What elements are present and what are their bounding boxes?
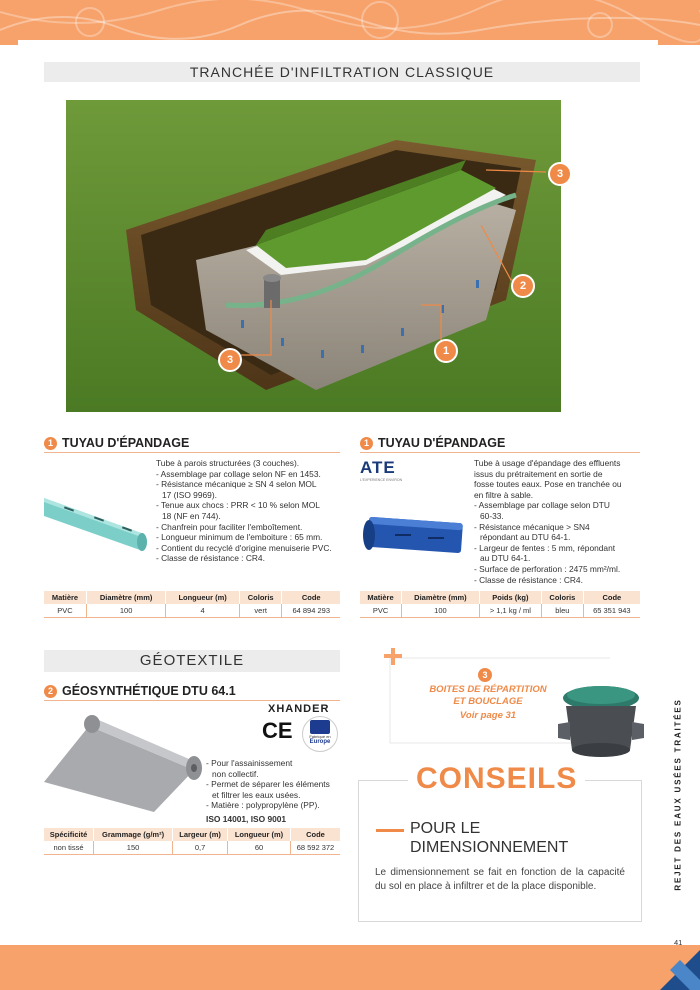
desc-line: en filtre à sable. — [474, 489, 534, 500]
spec-table-left — [44, 591, 340, 618]
table-header: Code — [282, 591, 340, 604]
table-row — [44, 604, 340, 618]
sidebar-label-text: REJET DES EAUX USÉES TRAITÉES — [673, 698, 683, 891]
desc-line: 17 (ISO 9969). — [162, 489, 217, 500]
table-header: Spécificité — [44, 828, 94, 841]
table-cell: bleu — [542, 604, 584, 618]
desc-line: Tube à usage d'épandage des effluents — [474, 458, 621, 468]
desc-line: - Assemblage par collage selon NF en 1453. — [156, 468, 321, 479]
table-header: Largeur (m) — [173, 828, 228, 841]
trench-illustration — [66, 100, 561, 412]
desc-line: - Largeur de fentes : 5 mm, répondant — [474, 542, 616, 553]
table-row — [360, 604, 640, 618]
desc-line: et filtrer les eaux usées. — [212, 789, 301, 800]
wave-pattern — [0, 0, 700, 45]
table-row — [44, 841, 340, 855]
table-header: Longueur (m) — [228, 828, 291, 841]
boites-callout — [418, 684, 558, 722]
title-underline — [44, 700, 340, 701]
boites-line: BOITES DE RÉPARTITION — [429, 684, 547, 695]
title-underline — [44, 452, 340, 453]
table-header: Grammage (g/m²) — [94, 828, 173, 841]
conseils-subtitle-line1: POUR LE — [410, 820, 481, 837]
table-cell: PVC — [360, 604, 402, 618]
geotextile-description — [206, 758, 330, 825]
table-header: Poids (kg) — [479, 591, 541, 604]
desc-line: - Résistance mécanique ≥ SN 4 selon MOL — [156, 479, 317, 490]
table-header: Diamètre (mm) — [402, 591, 480, 604]
callout-2: 2 — [511, 274, 535, 298]
desc-line: non collectif. — [212, 768, 259, 779]
number-badge: 2 — [44, 685, 57, 698]
desc-line: - Matière : polypropylène (PP). — [206, 800, 320, 811]
product-title-text: TUYAU D'ÉPANDAGE — [378, 436, 506, 450]
conseils-subtitle — [410, 819, 568, 857]
table-cell: non tissé — [44, 841, 94, 855]
boites-number-badge: 3 — [478, 668, 492, 682]
eu-flag-icon — [310, 720, 330, 734]
desc-line: - Longueur minimum de l'emboiture : 65 mm. — [156, 532, 323, 543]
callout-1: 1 — [434, 339, 458, 363]
iso-certifications: ISO 14001, ISO 9001 — [206, 813, 287, 824]
desc-line: au DTU 64-1. — [480, 553, 531, 564]
desc-line: - Pour l'assainissement — [206, 758, 293, 768]
boites-page-link[interactable]: Voir page 31 — [459, 710, 517, 721]
spec-table-right — [360, 591, 640, 618]
table-cell: 64 894 293 — [282, 604, 340, 618]
desc-line: - Contient du recyclé d'origine menuiserie PVC. — [156, 542, 332, 553]
title-underline — [360, 452, 640, 453]
desc-line: Tube à parois structurées (3 couches). — [156, 458, 300, 468]
product-description-left — [156, 458, 332, 564]
spec-table-geotextile — [44, 828, 340, 855]
desc-line: 60-33. — [480, 510, 504, 521]
page-title: TRANCHÉE D'INFILTRATION CLASSIQUE — [44, 62, 640, 82]
corner-decoration — [650, 950, 700, 990]
distribution-box-image — [558, 684, 644, 760]
table-cell: 0,7 — [173, 841, 228, 855]
europe-badge-line2: Europe — [309, 739, 331, 745]
sidebar-section-label — [668, 690, 688, 920]
boites-line: ET BOUCLAGE — [453, 696, 523, 707]
product-title-text: GÉOSYNTHÉTIQUE DTU 64.1 — [62, 684, 236, 698]
table-header: Coloris — [542, 591, 584, 604]
desc-line: fosse toutes eaux. Pose en tranchée ou — [474, 479, 622, 490]
desc-line: - Résistance mécanique > SN4 — [474, 521, 590, 532]
table-cell: 4 — [166, 604, 240, 618]
geotextile-roll-image — [44, 712, 204, 816]
page-number: 41 — [674, 938, 683, 947]
top-decorative-band — [0, 0, 700, 45]
table-header: Code — [583, 591, 640, 604]
conseils-title: CONSEILS — [408, 762, 585, 796]
table-cell: 100 — [86, 604, 165, 618]
table-header: Longueur (m) — [166, 591, 240, 604]
europe-badge-line1: Fabriqué en — [309, 734, 331, 739]
product-description-right — [474, 458, 622, 585]
xhander-logo: XHANDER — [268, 703, 330, 715]
desc-line: - Tenue aux chocs : PRR < 10 % selon MOL — [156, 500, 320, 511]
desc-line: issus du prétraitement en sortie de — [474, 468, 603, 479]
table-header: Matière — [360, 591, 402, 604]
desc-line: - Assemblage par collage selon DTU — [474, 500, 610, 511]
desc-line: - Classe de résistance : CR4. — [156, 553, 265, 564]
table-cell: 150 — [94, 841, 173, 855]
product-title-right — [360, 436, 505, 450]
blue-pipe-image — [360, 512, 468, 560]
table-cell: 65 351 943 — [583, 604, 640, 618]
table-header: Matière — [44, 591, 86, 604]
table-cell: vert — [239, 604, 282, 618]
table-cell: 60 — [228, 841, 291, 855]
desc-line: répondant au DTU 64-1. — [480, 532, 571, 543]
bottom-decorative-band — [0, 945, 700, 990]
callout-3-top: 3 — [548, 162, 572, 186]
callout-3-bottom: 3 — [218, 348, 242, 372]
table-header: Coloris — [239, 591, 282, 604]
product-title-text: TUYAU D'ÉPANDAGE — [62, 436, 190, 450]
ate-logo-text: ATE — [360, 458, 396, 477]
conseils-text: Le dimensionnement se fait en fonction de la capacité du sol en place à infiltrer et de la place disponible. — [375, 867, 625, 892]
green-pipe-image — [44, 488, 154, 556]
desc-line: 18 (NF en 744). — [162, 510, 221, 521]
europe-badge — [302, 716, 338, 752]
table-cell: 68 592 372 — [290, 841, 340, 855]
table-cell: 100 — [402, 604, 480, 618]
table-header: Code — [290, 828, 340, 841]
table-header: Diamètre (mm) — [86, 591, 165, 604]
conseils-subtitle-line2: DIMENSIONNEMENT — [410, 839, 569, 856]
geotextile-section-title: GÉOTEXTILE — [44, 650, 340, 672]
ate-logo — [360, 458, 410, 482]
number-badge: 1 — [44, 437, 57, 450]
product-title-left — [44, 436, 189, 450]
ate-logo-sub: L'EXPERIENCE ENVIRON — [360, 478, 403, 482]
table-cell: > 1,1 kg / ml — [479, 604, 541, 618]
geotextile-product-title — [44, 684, 236, 698]
desc-line: - Chanfrein pour faciliter l'emboîtement. — [156, 521, 303, 532]
table-cell: PVC — [44, 604, 86, 618]
desc-line: - Classe de résistance : CR4. — [474, 574, 583, 585]
accent-dash — [376, 829, 404, 832]
desc-line: - Permet de séparer les éléments — [206, 779, 330, 790]
desc-line: - Surface de perforation : 2475 mm²/ml. — [474, 563, 621, 574]
ce-mark: CE — [262, 718, 293, 743]
number-badge: 1 — [360, 437, 373, 450]
